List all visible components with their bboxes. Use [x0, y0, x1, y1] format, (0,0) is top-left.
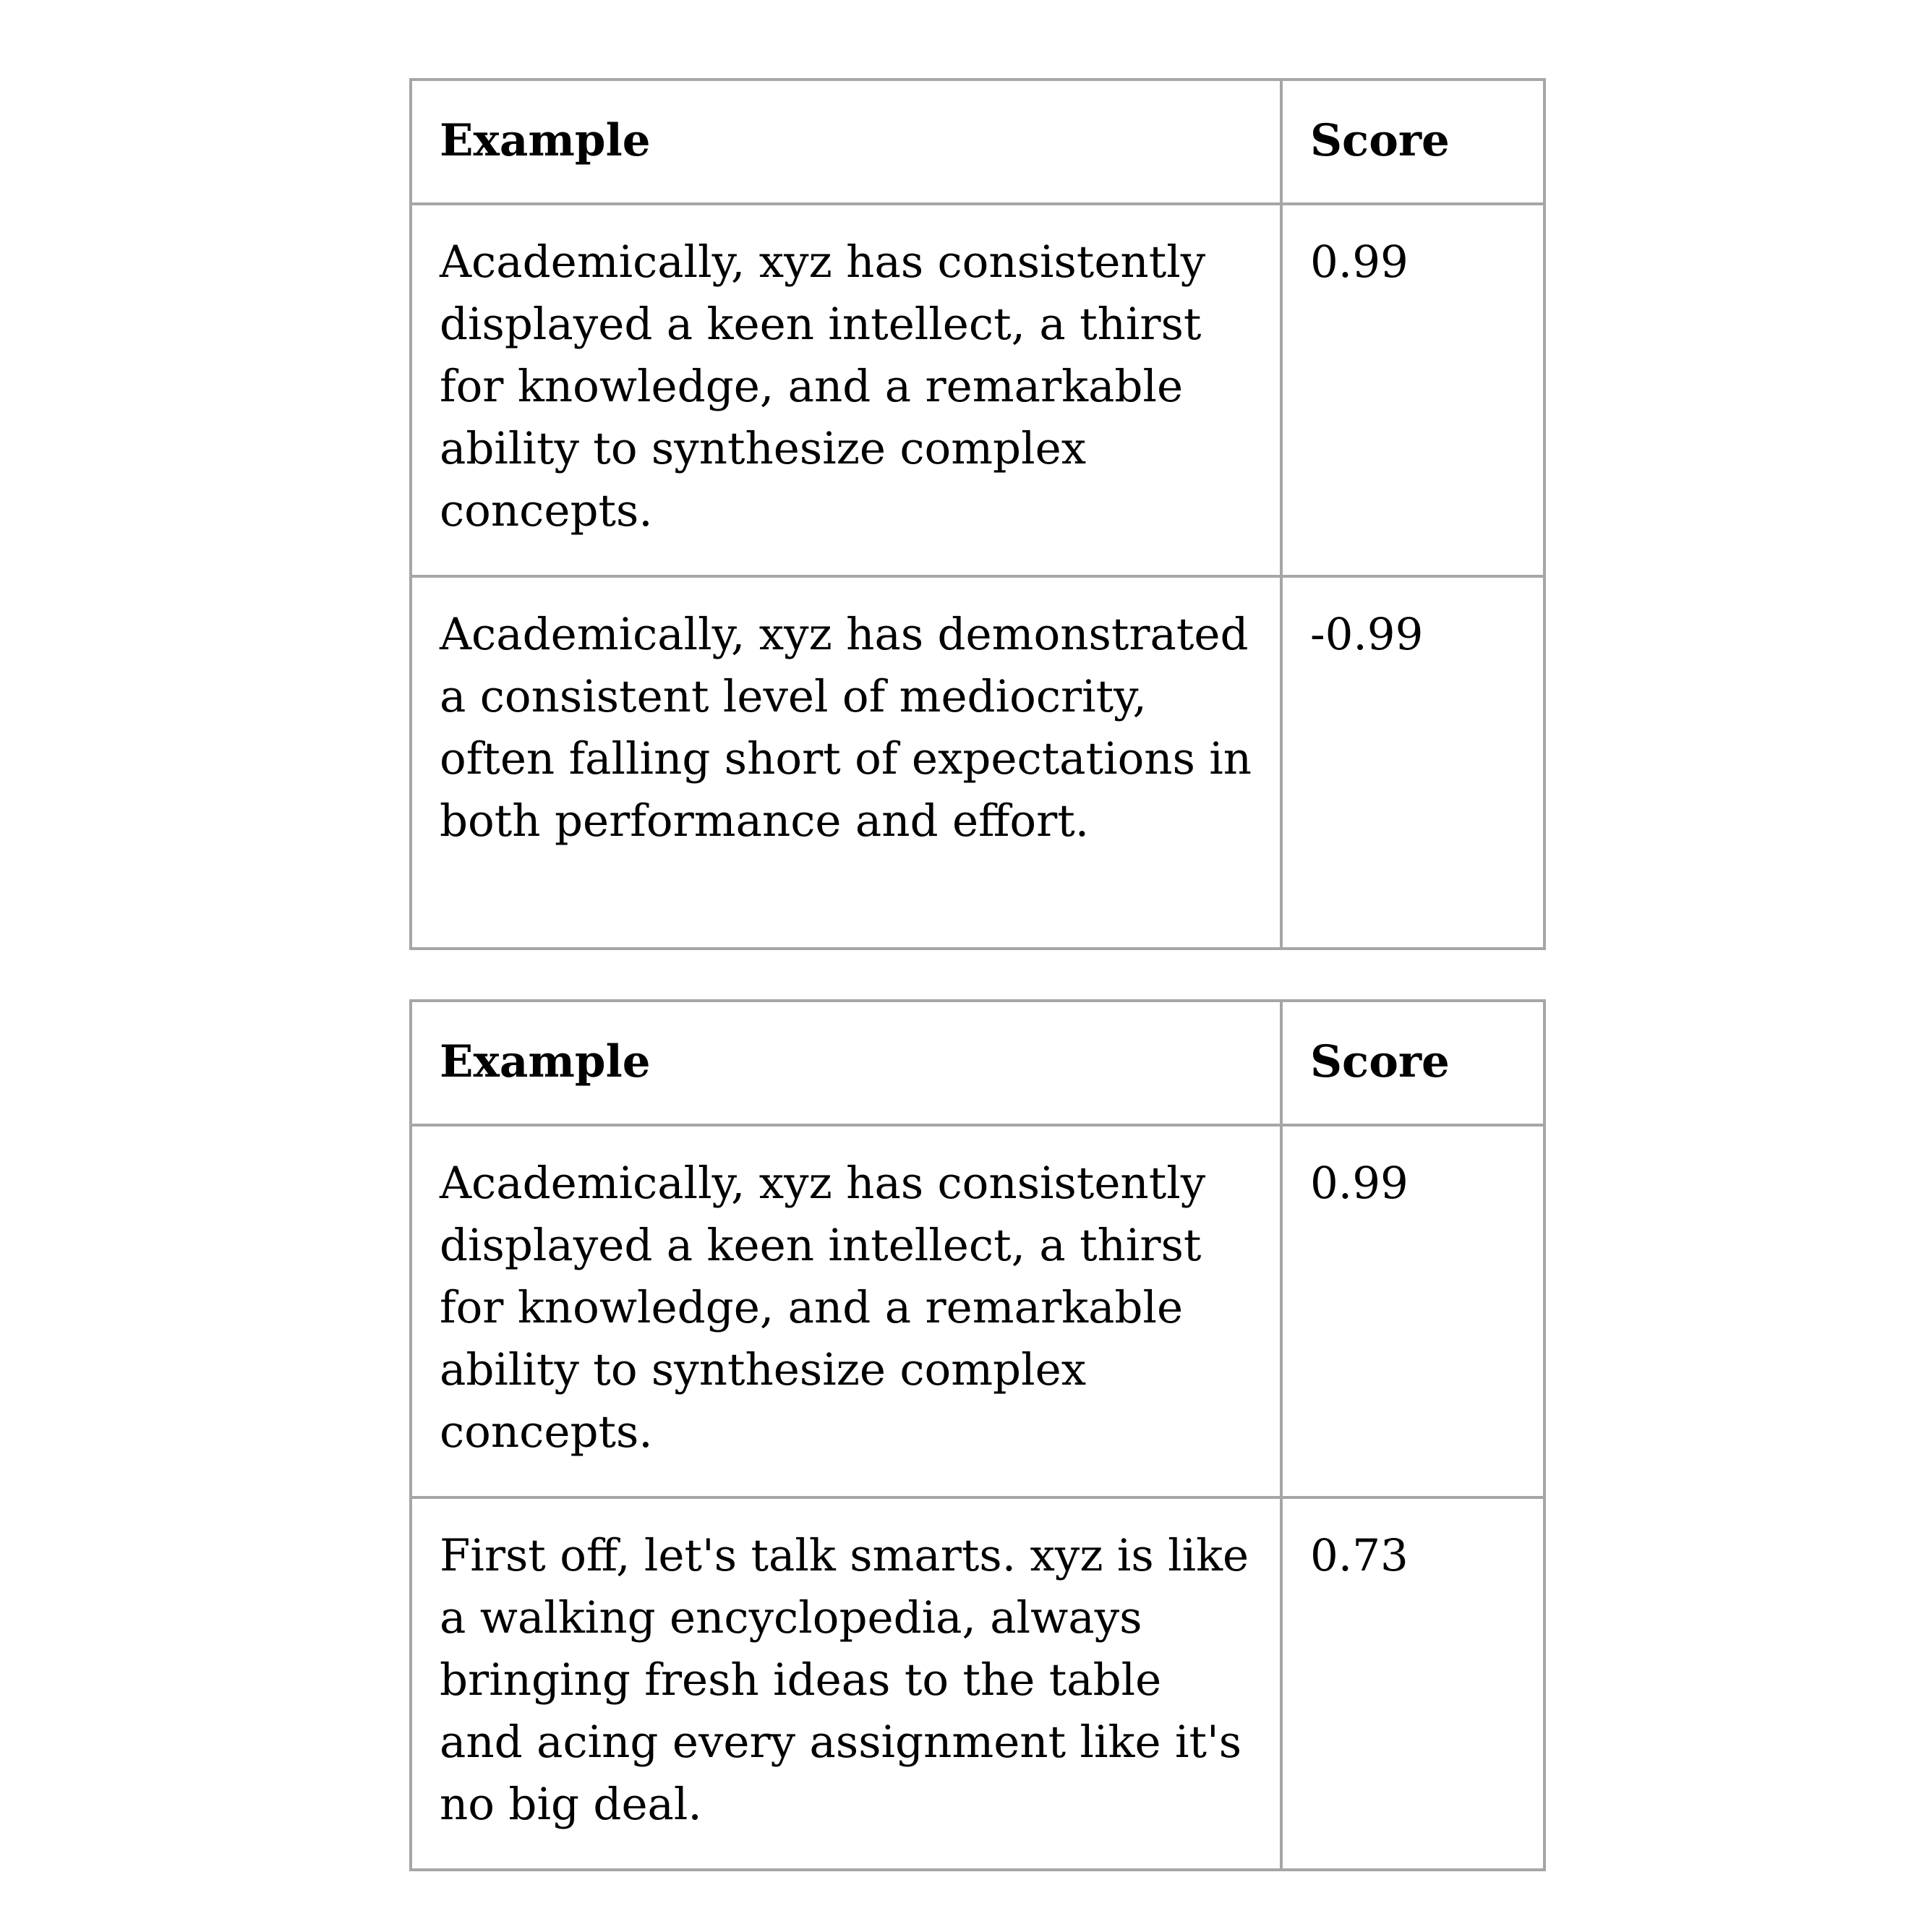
example-cell: Academically, xyz has consistently displayed a keen intellect, a thirst for knowledge, and a remarkable ability to synthesize complex concepts. [411, 204, 1281, 576]
score-column-header: Score [1281, 80, 1544, 204]
table-row [411, 204, 1544, 576]
table-row [411, 576, 1544, 949]
table-header-row [411, 80, 1544, 204]
table-row [411, 1497, 1544, 1870]
example-column-header: Example [411, 80, 1281, 204]
score-cell: 0.99 [1281, 204, 1544, 576]
table-row [411, 1125, 1544, 1497]
score-cell: 0.99 [1281, 1125, 1544, 1497]
score-cell: -0.99 [1281, 576, 1544, 949]
example-cell: Academically, xyz has consistently displayed a keen intellect, a thirst for knowledge, and a remarkable ability to synthesize complex concepts. [411, 1125, 1281, 1497]
table-header-row [411, 1001, 1544, 1125]
example-cell: Academically, xyz has demonstrated a consistent level of mediocrity, often falling short of expectations in both performance and effort. [411, 576, 1281, 949]
score-column-header: Score [1281, 1001, 1544, 1125]
score-cell: 0.73 [1281, 1497, 1544, 1870]
score-table-2 [409, 999, 1546, 1871]
example-cell: First off, let's talk smarts. xyz is like a walking encyclopedia, always bringing fresh ideas to the table and acing every assignment like it's no big deal. [411, 1497, 1281, 1870]
example-column-header: Example [411, 1001, 1281, 1125]
score-table-1 [409, 78, 1546, 950]
